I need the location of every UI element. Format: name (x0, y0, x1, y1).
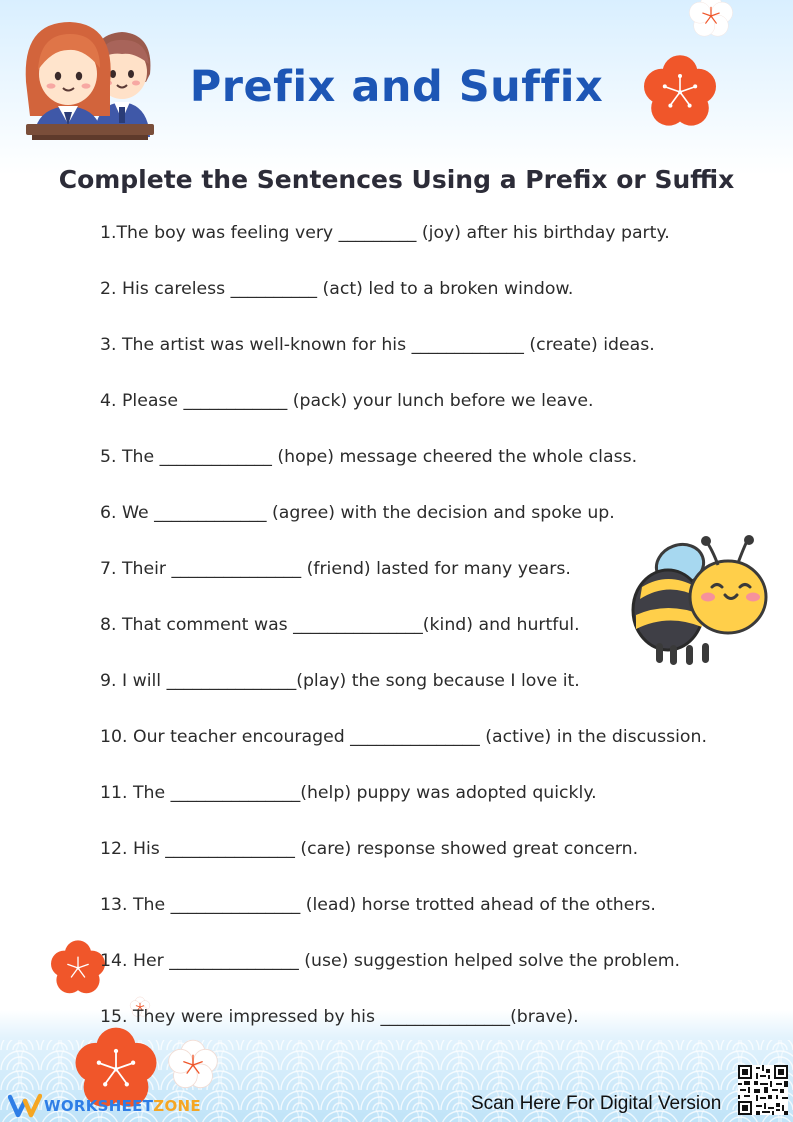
question-item: 13. The _______________ (lead) horse trotted ahead of the others. (100, 895, 656, 915)
plum-flower-icon (48, 938, 108, 998)
question-item: 2. His careless __________ (act) led to a broken window. (100, 279, 574, 299)
question-item: 6. We _____________ (agree) with the decision and spoke up. (100, 503, 615, 523)
question-item: 15. They were impressed by his _______________(brave). (100, 1007, 579, 1027)
worksheet-instructions: Complete the Sentences Using a Prefix or Suffix (58, 165, 735, 194)
question-item: 8. That comment was _______________(kind) and hurtful. (100, 615, 580, 635)
question-list (100, 220, 707, 1060)
brand-name-part2: ZONE (153, 1097, 201, 1115)
question-item: 4. Please ____________ (pack) your lunch before we leave. (100, 391, 594, 411)
qr-code[interactable] (738, 1065, 788, 1115)
question-item: 14. Her _______________ (use) suggestion helped solve the problem. (100, 951, 681, 971)
question-item: 9. I will _______________(play) the song because I love it. (100, 671, 580, 691)
question-item: 11. The _______________(help) puppy was adopted quickly. (100, 783, 597, 803)
brand-logo (8, 1092, 201, 1120)
worksheet-zone-logo (8, 1093, 42, 1119)
question-item: 3. The artist was well-known for his _____________ (create) ideas. (100, 335, 655, 355)
question-item: 10. Our teacher encouraged _______________ (active) in the discussion. (100, 727, 707, 747)
brand-name (44, 1097, 201, 1115)
question-item: 1.The boy was feeling very _________ (joy) after his birthday party. (100, 223, 670, 243)
question-item: 5. The _____________ (hope) message cheered the whole class. (100, 447, 638, 467)
question-item: 7. Their _______________ (friend) lasted for many years. (100, 559, 571, 579)
page-title: Prefix and Suffix (189, 62, 604, 112)
scan-instructions: Scan Here For Digital Version (471, 1093, 722, 1114)
question-item: 12. His _______________ (care) response showed great concern. (100, 839, 639, 859)
brand-name-part1: WORKSHEET (44, 1097, 154, 1115)
plum-flower-icon (686, 0, 736, 40)
plum-flower-icon (640, 52, 720, 132)
bee-illustration (630, 535, 770, 670)
